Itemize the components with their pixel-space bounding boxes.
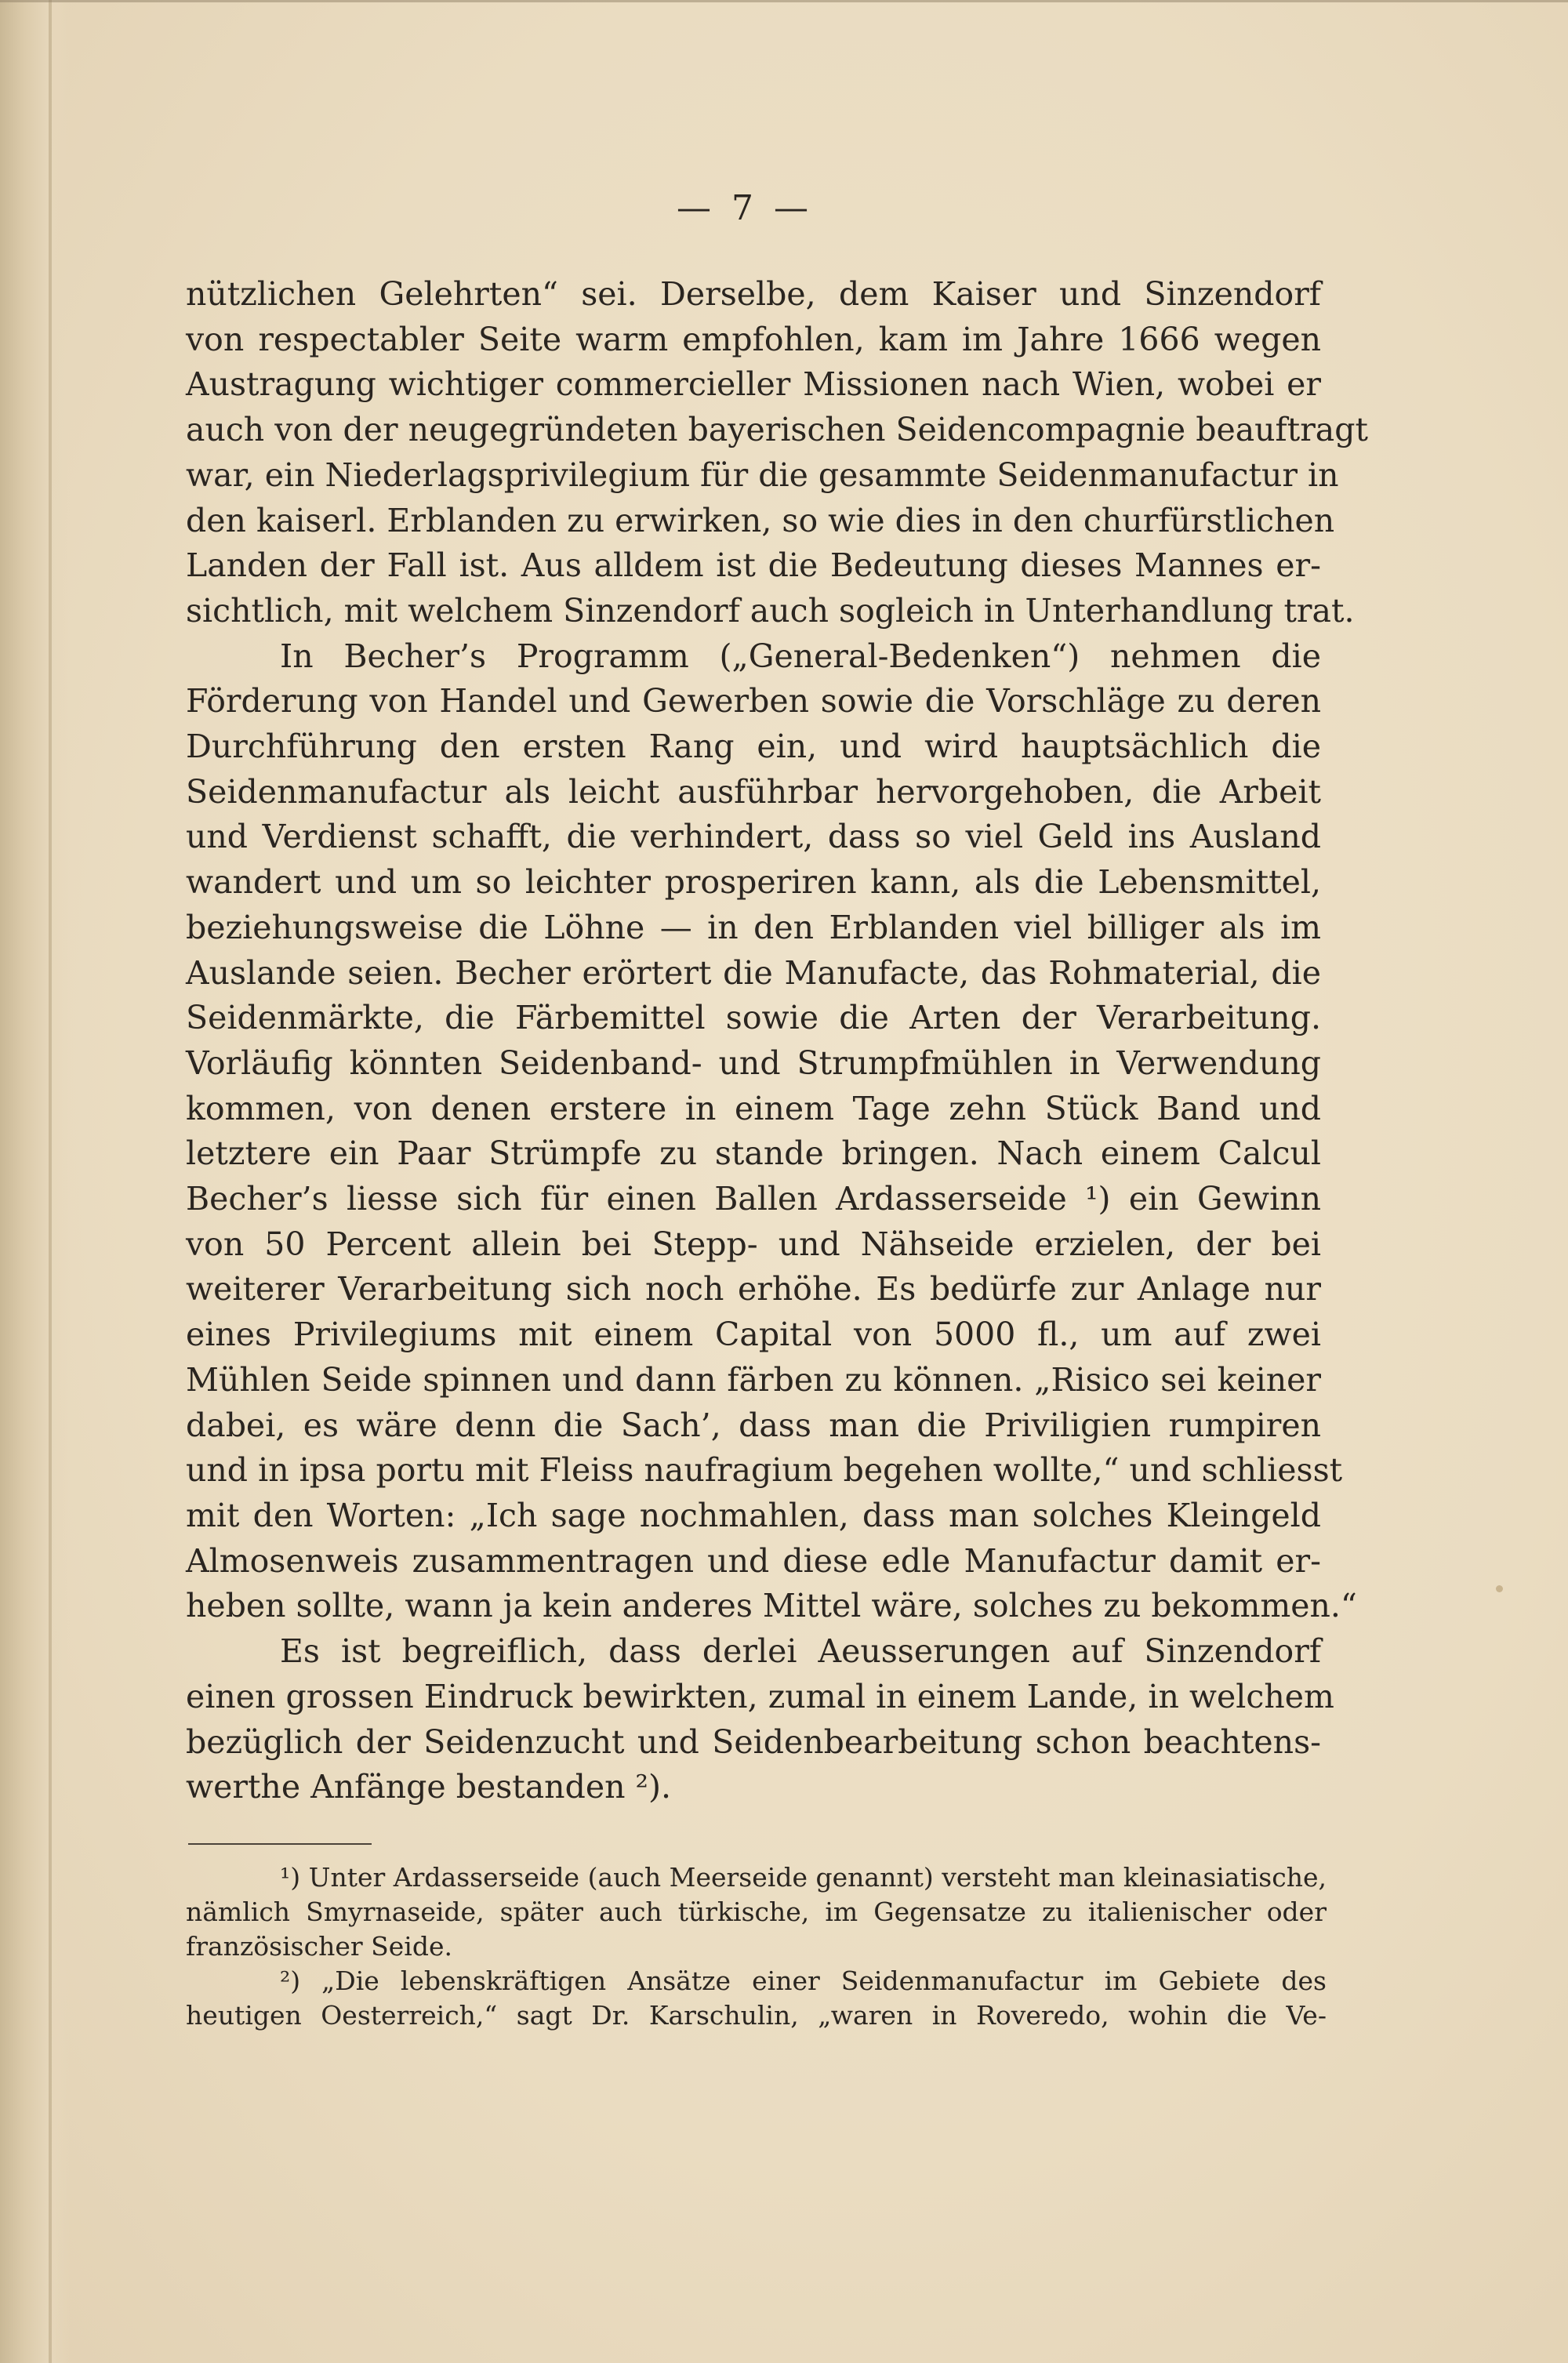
text-line: wandert und um so leichter prosperiren kann, als die Lebensmittel, xyxy=(186,863,1321,902)
text-line: und Verdienst schafft, die verhindert, dass so viel Geld ins Ausland xyxy=(186,818,1321,856)
text-line: beziehungsweise die Löhne — in den Erblanden viel billiger als im xyxy=(186,908,1321,946)
main-text xyxy=(186,272,1368,1810)
text-line: von 50 Percent allein bei Stepp- und Nähseide erzielen, der bei xyxy=(186,1225,1321,1263)
text-line: Durchführung den ersten Rang ein, und wird hauptsächlich die xyxy=(186,728,1321,766)
footnote-divider xyxy=(188,1843,372,1845)
footnote-line: ²) „Die lebenskräftigen Ansätze einer Seidenmanufactur im Gebiete des xyxy=(280,1966,1327,1996)
text-line: letztere ein Paar Strümpfe zu stande bringen. Nach einem Calcul xyxy=(186,1134,1321,1173)
binding-edge xyxy=(49,0,52,2363)
text-line: Vorläufig könnten Seidenband- und Strumpfmühlen in Verwendung xyxy=(186,1044,1321,1082)
text-line: einen grossen Eindruck bewirkten, zumal in einem Lande, in welchem xyxy=(186,1677,1334,1715)
footnote-line: ¹) Unter Ardasserseide (auch Meerseide genannt) versteht man kleinasiatische, xyxy=(280,1862,1327,1893)
text-line: Mühlen Seide spinnen und dann färben zu können. „Risico sei keiner xyxy=(186,1360,1321,1399)
text-line: bezüglich der Seidenzucht und Seidenbearbeitung schon beachtens- xyxy=(186,1722,1321,1761)
text-line: auch von der neugegründeten bayerischen Seidencompagnie beauftragt xyxy=(186,411,1368,449)
text-line: mit den Worten: „Ich sage nochmahlen, dass man solches Kleingeld xyxy=(186,1496,1321,1534)
text-line: Becher’s liesse sich für einen Ballen Ardasserseide ¹) ein Gewinn xyxy=(186,1180,1321,1218)
text-line: sichtlich, mit welchem Sinzendorf auch sogleich in Unterhandlung trat. xyxy=(186,591,1355,630)
text-line: war, ein Niederlagsprivilegium für die gesammte Seidenmanufactur in xyxy=(186,456,1339,494)
text-line: heben sollte, wann ja kein anderes Mittel wäre, solches zu bekommen.“ xyxy=(186,1587,1357,1625)
paper-speck xyxy=(1496,1585,1503,1592)
text-line: Förderung von Handel und Gewerben sowie die Vorschläge zu deren xyxy=(186,682,1321,721)
text-line: kommen, von denen erstere in einem Tage zehn Stück Band und xyxy=(186,1089,1321,1127)
text-line: Almosenweis zusammentragen und diese edle Manufactur damit er- xyxy=(186,1541,1321,1580)
footnote-line: heutigen Oesterreich,“ sagt Dr. Karschulin, „waren in Roveredo, wohin die Ve- xyxy=(186,2000,1327,2031)
text-line: von respectabler Seite warm empfohlen, kam im Jahre 1666 wegen xyxy=(186,320,1321,358)
text-line: dabei, es wäre denn die Sach’, dass man die Priviligien rumpiren xyxy=(186,1406,1321,1444)
text-line: nützlichen Gelehrten“ sei. Derselbe, dem Kaiser und Sinzendorf xyxy=(186,275,1321,313)
footnote-line: nämlich Smyrnaseide, später auch türkische, im Gegensatze zu italienischer oder xyxy=(186,1897,1327,1927)
text-line: werthe Anfänge bestanden ²). xyxy=(186,1768,672,1806)
text-line: den kaiserl. Erblanden zu erwirken, so wie dies in den churfürstlichen xyxy=(186,501,1335,539)
page-spine-shadow xyxy=(0,0,71,2363)
text-line: Seidenmärkte, die Färbemittel sowie die Arten der Verarbeitung. xyxy=(186,999,1321,1037)
page-number: — 7 — xyxy=(677,188,813,228)
text-line: eines Privilegiums mit einem Capital von 5000 fl., um auf zwei xyxy=(186,1316,1321,1354)
text-line: Seidenmanufactur als leicht ausführbar hervorgehoben, die Arbeit xyxy=(186,772,1321,811)
footnotes xyxy=(186,1860,1327,2033)
footnote-line: französischer Seide. xyxy=(186,1931,452,1962)
text-line: In Becher’s Programm („General-Bedenken“) nehmen die xyxy=(280,637,1321,675)
text-line: und in ipsa portu mit Fleiss naufragium begehen wollte,“ und schliesst xyxy=(186,1451,1343,1490)
text-line: Landen der Fall ist. Aus alldem ist die Bedeutung dieses Mannes er- xyxy=(186,546,1321,585)
text-line: Austragung wichtiger commercieller Missionen nach Wien, wobei er xyxy=(186,365,1321,404)
top-edge-line xyxy=(0,0,1568,2)
text-line: weiterer Verarbeitung sich noch erhöhe. Es bedürfe zur Anlage nur xyxy=(186,1270,1321,1309)
text-line: Auslande seien. Becher erörtert die Manufacte, das Rohmaterial, die xyxy=(186,953,1321,992)
text-line: Es ist begreiflich, dass derlei Aeusserungen auf Sinzendorf xyxy=(280,1632,1321,1671)
